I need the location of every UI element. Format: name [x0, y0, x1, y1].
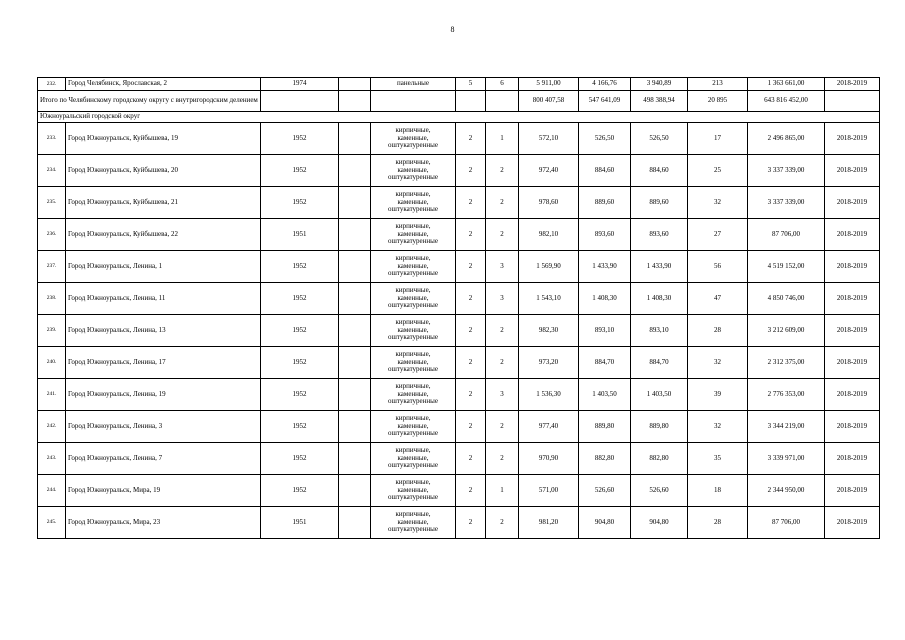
address-cell: Город Южноуральск, Ленина, 19: [66, 379, 261, 411]
floors-cell: 2: [456, 347, 486, 379]
entrances-cell: 3: [486, 283, 519, 315]
table-row: [38, 507, 880, 539]
year-cell: 1952: [261, 155, 339, 187]
material-cell: [371, 443, 456, 475]
row-number: 244.: [38, 475, 66, 507]
address-cell: Город Южноуральск, Ленина, 3: [66, 411, 261, 443]
address-cell: Город Южноуральск, Ленина, 1: [66, 251, 261, 283]
residents-cell: 47: [688, 283, 748, 315]
year2-cell: [339, 251, 371, 283]
cost-cell: 2 776 353,00: [748, 379, 825, 411]
area-b-cell: 904,80: [631, 507, 688, 539]
floors-cell: 2: [456, 155, 486, 187]
material-line: оштукатуренные: [388, 493, 438, 502]
year2-cell: [339, 347, 371, 379]
year-cell: 1974: [261, 78, 339, 91]
table-row: [38, 315, 880, 347]
material-line: каменные,: [397, 453, 429, 462]
material-line: кирпичные,: [395, 285, 431, 294]
area-b-cell: 893,10: [631, 315, 688, 347]
year2-cell: [339, 411, 371, 443]
material-cell: [371, 411, 456, 443]
material-line: кирпичные,: [395, 221, 431, 230]
material-line: каменные,: [397, 261, 429, 270]
floors-cell: 2: [456, 251, 486, 283]
area-a-cell: 889,80: [579, 411, 631, 443]
address-cell: Город Южноуральск, Мира, 23: [66, 507, 261, 539]
material-line: кирпичные,: [395, 445, 431, 454]
total-area-a: 547 641,09: [579, 91, 631, 112]
year-cell: 1952: [261, 251, 339, 283]
cost-cell: 3 344 219,00: [748, 411, 825, 443]
address-cell: Город Челябинск, Ярославская, 2: [66, 78, 261, 91]
material-line: кирпичные,: [395, 349, 431, 358]
row-number: 235.: [38, 187, 66, 219]
material-line: каменные,: [397, 485, 429, 494]
area-total-cell: 973,20: [519, 347, 579, 379]
material-line: кирпичные,: [395, 125, 431, 134]
year-cell: 1952: [261, 443, 339, 475]
material-cell: [371, 219, 456, 251]
area-b-cell: 889,60: [631, 187, 688, 219]
period-cell: 2018-2019: [825, 379, 880, 411]
material-line: оштукатуренные: [388, 301, 438, 310]
entrances-cell: 1: [486, 475, 519, 507]
total-row: [38, 91, 880, 112]
residents-cell: 32: [688, 347, 748, 379]
housing-register-table: [37, 77, 880, 539]
area-total-cell: 982,30: [519, 315, 579, 347]
area-a-cell: 893,60: [579, 219, 631, 251]
address-cell: Город Южноуральск, Куйбышева, 20: [66, 155, 261, 187]
cost-cell: 3 337 339,00: [748, 155, 825, 187]
page-number: 8: [450, 25, 455, 34]
material-line: оштукатуренные: [388, 525, 438, 534]
year2-cell: [339, 315, 371, 347]
material-line: кирпичные,: [395, 317, 431, 326]
table-row: [38, 187, 880, 219]
address-cell: Город Южноуральск, Ленина, 11: [66, 283, 261, 315]
row-number: 234.: [38, 155, 66, 187]
area-a-cell: 1 408,30: [579, 283, 631, 315]
row-number: 242.: [38, 411, 66, 443]
entrances-cell: 3: [486, 379, 519, 411]
material-line: каменные,: [397, 357, 429, 366]
year2-cell: [339, 475, 371, 507]
year2-cell: [339, 187, 371, 219]
table-row: [38, 123, 880, 155]
material-line: каменные,: [397, 325, 429, 334]
area-b-cell: 884,60: [631, 155, 688, 187]
material-line: кирпичные,: [395, 253, 431, 262]
year2-cell: [339, 379, 371, 411]
year2-cell: [339, 507, 371, 539]
entrances-cell: 2: [486, 155, 519, 187]
area-a-cell: 889,60: [579, 187, 631, 219]
material-line: кирпичные,: [395, 509, 431, 518]
residents-cell: 25: [688, 155, 748, 187]
cost-cell: 2 496 865,00: [748, 123, 825, 155]
area-b-cell: 526,50: [631, 123, 688, 155]
cost-cell: 2 344 950,00: [748, 475, 825, 507]
year-cell: 1952: [261, 315, 339, 347]
entrances-cell: 3: [486, 251, 519, 283]
section-title: Южноуральский городской округ: [38, 112, 880, 123]
address-cell: Город Южноуральск, Ленина, 17: [66, 347, 261, 379]
floors-cell: 2: [456, 315, 486, 347]
material-line: кирпичные,: [395, 189, 431, 198]
cost-cell: 87 706,00: [748, 219, 825, 251]
entrances-cell: 6: [486, 78, 519, 91]
period-cell: 2018-2019: [825, 475, 880, 507]
material-line: каменные,: [397, 389, 429, 398]
material-cell: панельные: [371, 78, 456, 91]
period-cell: 2018-2019: [825, 78, 880, 91]
total-residents: 20 895: [688, 91, 748, 112]
area-b-cell: 889,80: [631, 411, 688, 443]
material-line: каменные,: [397, 197, 429, 206]
period-cell: 2018-2019: [825, 507, 880, 539]
total-cost: 643 816 452,00: [748, 91, 825, 112]
period-cell: 2018-2019: [825, 411, 880, 443]
material-line: кирпичные,: [395, 381, 431, 390]
total-label: Итого по Челябинскому городскому округу с внутригородским делением: [38, 91, 261, 112]
material-cell: [371, 187, 456, 219]
cost-cell: 2 312 375,00: [748, 347, 825, 379]
table-row: [38, 283, 880, 315]
table-row: [38, 347, 880, 379]
area-b-cell: 893,60: [631, 219, 688, 251]
total-area-b: 498 388,94: [631, 91, 688, 112]
area-total-cell: 571,00: [519, 475, 579, 507]
year2-cell: [339, 78, 371, 91]
cost-cell: 1 363 661,00: [748, 78, 825, 91]
row-number: 232.: [38, 78, 66, 91]
year2-cell: [339, 283, 371, 315]
residents-cell: 35: [688, 443, 748, 475]
area-a-cell: 884,60: [579, 155, 631, 187]
period-cell: 2018-2019: [825, 187, 880, 219]
table-row: [38, 443, 880, 475]
area-total-cell: 982,10: [519, 219, 579, 251]
area-b-cell: 526,60: [631, 475, 688, 507]
material-line: оштукатуренные: [388, 141, 438, 150]
floors-cell: 2: [456, 123, 486, 155]
row-number: 237.: [38, 251, 66, 283]
row-number: 243.: [38, 443, 66, 475]
year-cell: 1951: [261, 507, 339, 539]
year-cell: 1952: [261, 187, 339, 219]
residents-cell: 32: [688, 411, 748, 443]
table-row: [38, 379, 880, 411]
area-b-cell: 1 433,90: [631, 251, 688, 283]
table-row: [38, 78, 880, 91]
material-cell: [371, 251, 456, 283]
row-number: 233.: [38, 123, 66, 155]
address-cell: Город Южноуральск, Куйбышева, 21: [66, 187, 261, 219]
floors-cell: 2: [456, 283, 486, 315]
floors-cell: 2: [456, 475, 486, 507]
area-b-cell: 3 940,89: [631, 78, 688, 91]
residents-cell: 32: [688, 187, 748, 219]
residents-cell: 56: [688, 251, 748, 283]
year-cell: 1952: [261, 475, 339, 507]
area-total-cell: 977,40: [519, 411, 579, 443]
area-a-cell: 1 403,50: [579, 379, 631, 411]
floors-cell: 2: [456, 187, 486, 219]
residents-cell: 27: [688, 219, 748, 251]
area-b-cell: 1 408,30: [631, 283, 688, 315]
material-line: каменные,: [397, 133, 429, 142]
table-row: [38, 219, 880, 251]
residents-cell: 28: [688, 315, 748, 347]
address-cell: Город Южноуральск, Ленина, 13: [66, 315, 261, 347]
area-b-cell: 882,80: [631, 443, 688, 475]
year-cell: 1952: [261, 123, 339, 155]
cost-cell: 4 519 152,00: [748, 251, 825, 283]
entrances-cell: 2: [486, 315, 519, 347]
material-cell: [371, 347, 456, 379]
cost-cell: 3 337 339,00: [748, 187, 825, 219]
material-cell: [371, 315, 456, 347]
area-total-cell: 1 543,10: [519, 283, 579, 315]
year-cell: 1952: [261, 347, 339, 379]
entrances-cell: 2: [486, 443, 519, 475]
material-cell: [371, 155, 456, 187]
row-number: 240.: [38, 347, 66, 379]
year2-cell: [339, 219, 371, 251]
table-row: [38, 475, 880, 507]
material-cell: [371, 475, 456, 507]
area-total-cell: 1 536,30: [519, 379, 579, 411]
area-a-cell: 893,10: [579, 315, 631, 347]
address-cell: Город Южноуральск, Ленина, 7: [66, 443, 261, 475]
area-total-cell: 978,60: [519, 187, 579, 219]
row-number: 236.: [38, 219, 66, 251]
residents-cell: 17: [688, 123, 748, 155]
material-cell: [371, 379, 456, 411]
entrances-cell: 2: [486, 347, 519, 379]
cost-cell: 3 212 609,00: [748, 315, 825, 347]
material-line: оштукатуренные: [388, 365, 438, 374]
cost-cell: 87 706,00: [748, 507, 825, 539]
area-a-cell: 526,50: [579, 123, 631, 155]
row-number: 245.: [38, 507, 66, 539]
row-number: 238.: [38, 283, 66, 315]
area-b-cell: 1 403,50: [631, 379, 688, 411]
address-cell: Город Южноуральск, Куйбышева, 22: [66, 219, 261, 251]
material-line: оштукатуренные: [388, 173, 438, 182]
material-line: кирпичные,: [395, 413, 431, 422]
area-total-cell: 5 911,00: [519, 78, 579, 91]
material-line: кирпичные,: [395, 157, 431, 166]
material-cell: [371, 283, 456, 315]
period-cell: 2018-2019: [825, 219, 880, 251]
residents-cell: 39: [688, 379, 748, 411]
material-line: оштукатуренные: [388, 333, 438, 342]
material-line: каменные,: [397, 517, 429, 526]
area-total-cell: 981,20: [519, 507, 579, 539]
period-cell: 2018-2019: [825, 315, 880, 347]
year-cell: 1951: [261, 219, 339, 251]
floors-cell: 2: [456, 443, 486, 475]
period-cell: 2018-2019: [825, 283, 880, 315]
material-line: каменные,: [397, 421, 429, 430]
cost-cell: 4 850 746,00: [748, 283, 825, 315]
material-cell: [371, 123, 456, 155]
entrances-cell: 2: [486, 219, 519, 251]
area-total-cell: 572,10: [519, 123, 579, 155]
address-cell: Город Южноуральск, Куйбышева, 19: [66, 123, 261, 155]
material-line: оштукатуренные: [388, 397, 438, 406]
section-row: [38, 112, 880, 123]
period-cell: 2018-2019: [825, 155, 880, 187]
residents-cell: 18: [688, 475, 748, 507]
material-line: оштукатуренные: [388, 461, 438, 470]
table-row: [38, 411, 880, 443]
residents-cell: 213: [688, 78, 748, 91]
material-line: оштукатуренные: [388, 205, 438, 214]
year-cell: 1952: [261, 379, 339, 411]
table-row: [38, 155, 880, 187]
year-cell: 1952: [261, 411, 339, 443]
area-a-cell: 526,60: [579, 475, 631, 507]
period-cell: 2018-2019: [825, 251, 880, 283]
floors-cell: 5: [456, 78, 486, 91]
year-cell: 1952: [261, 283, 339, 315]
total-area-total: 800 407,58: [519, 91, 579, 112]
year2-cell: [339, 443, 371, 475]
area-total-cell: 970,90: [519, 443, 579, 475]
material-line: каменные,: [397, 165, 429, 174]
material-line: оштукатуренные: [388, 429, 438, 438]
entrances-cell: 2: [486, 411, 519, 443]
area-a-cell: 882,80: [579, 443, 631, 475]
floors-cell: 2: [456, 379, 486, 411]
area-a-cell: 4 166,76: [579, 78, 631, 91]
address-cell: Город Южноуральск, Мира, 19: [66, 475, 261, 507]
table-row: [38, 251, 880, 283]
material-line: оштукатуренные: [388, 269, 438, 278]
cost-cell: 3 339 971,00: [748, 443, 825, 475]
material-line: каменные,: [397, 293, 429, 302]
year2-cell: [339, 123, 371, 155]
row-number: 239.: [38, 315, 66, 347]
area-b-cell: 884,70: [631, 347, 688, 379]
residents-cell: 28: [688, 507, 748, 539]
material-cell: [371, 507, 456, 539]
period-cell: 2018-2019: [825, 443, 880, 475]
period-cell: 2018-2019: [825, 347, 880, 379]
entrances-cell: 2: [486, 187, 519, 219]
material-line: кирпичные,: [395, 477, 431, 486]
area-a-cell: 1 433,90: [579, 251, 631, 283]
period-cell: 2018-2019: [825, 123, 880, 155]
area-total-cell: 972,40: [519, 155, 579, 187]
floors-cell: 2: [456, 507, 486, 539]
floors-cell: 2: [456, 219, 486, 251]
floors-cell: 2: [456, 411, 486, 443]
material-line: оштукатуренные: [388, 237, 438, 246]
entrances-cell: 1: [486, 123, 519, 155]
material-line: каменные,: [397, 229, 429, 238]
row-number: 241.: [38, 379, 66, 411]
year2-cell: [339, 155, 371, 187]
area-a-cell: 884,70: [579, 347, 631, 379]
area-a-cell: 904,80: [579, 507, 631, 539]
area-total-cell: 1 569,90: [519, 251, 579, 283]
entrances-cell: 2: [486, 507, 519, 539]
